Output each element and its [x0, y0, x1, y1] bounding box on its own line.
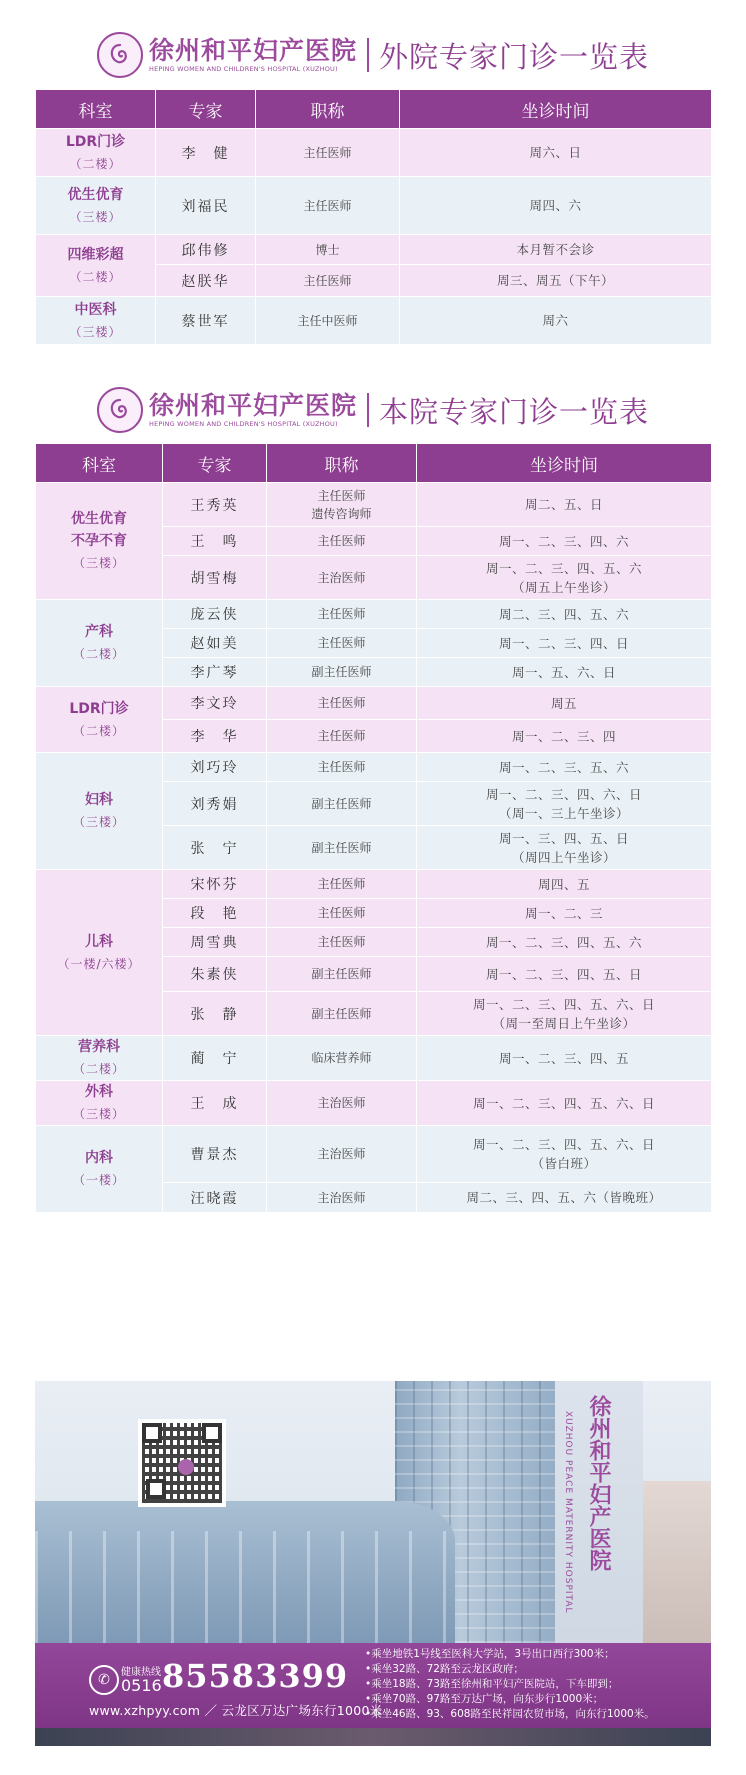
doctor-name: 周雪典: [163, 928, 267, 957]
doctor-title: 主任中医师: [256, 297, 400, 345]
page-title-external: 外院专家门诊一览表: [379, 39, 650, 74]
doctor-title-cell: [267, 556, 417, 600]
schedule-time: 周一、二、三、四、日: [498, 635, 629, 651]
doctor-title-cell: [267, 782, 417, 826]
schedule-time: 周六、日: [400, 129, 712, 177]
department-floor: （二楼）: [72, 647, 125, 661]
table-header-row: [36, 90, 712, 129]
transit-line: • 乘坐46路、93、608路至民祥园农贸市场，向东行1000米。: [365, 1707, 707, 1722]
table-row: [36, 870, 712, 899]
doctor-title: 主任医师: [317, 534, 366, 548]
schedule-time: （周一至周日上午坐诊）: [492, 1015, 636, 1031]
header-divider: [367, 393, 369, 427]
table-header-row: [36, 444, 712, 483]
schedule-time: 周二、三、四、五、六: [498, 606, 629, 622]
schedule-time-cell: [417, 1081, 712, 1126]
hospital-name-en: HEPING WOMEN AND CHILDREN'S HOSPITAL (XUZHOU): [148, 419, 338, 428]
department-floor: （三楼）: [69, 324, 122, 339]
header-internal: [0, 380, 746, 440]
schedule-time-cell: [417, 899, 712, 928]
doctor-title-cell: [267, 1126, 417, 1183]
doctor-name: 王 鸣: [163, 527, 267, 556]
department-name: 营养科: [78, 1039, 120, 1055]
department-floor: （二楼）: [72, 723, 125, 738]
department-floor: （一楼）: [72, 1173, 125, 1187]
department-floor: （三楼）: [72, 556, 125, 570]
doctor-title-cell: [267, 928, 417, 957]
schedule-time: 周五: [550, 695, 577, 711]
schedule-time: 周一、二、三、四、五、六、日: [472, 1095, 655, 1111]
schedule-time: 周四、五: [537, 876, 590, 892]
column-header: 坐诊时间: [417, 444, 712, 483]
schedule-time: 周三、周五（下午）: [400, 265, 712, 297]
department-floor: （三楼）: [69, 209, 122, 224]
doctor-name: 张 静: [163, 992, 267, 1036]
building-sign-text: 徐州和平妇产医院: [586, 1395, 611, 1571]
schedule-time: 周一、二、三、四、五、六、日: [472, 1137, 655, 1152]
hospital-name: 徐州和平妇产医院: [148, 390, 357, 420]
department-name: 四维彩超: [67, 246, 124, 263]
schedule-time: 周一、二、三、四、五、日: [485, 966, 642, 982]
department-floor: （一楼/六楼）: [57, 956, 141, 971]
doctor-title-cell: [267, 720, 417, 753]
doctor-title: 临床营养师: [311, 1051, 372, 1065]
doctor-name: 刘秀娟: [163, 782, 267, 826]
doctor-title-cell: [267, 687, 417, 720]
doctor-name: 蔺 宁: [163, 1036, 267, 1081]
phone-icon: ✆: [89, 1665, 119, 1695]
table-row: [36, 687, 712, 720]
doctor-title-cell: [267, 957, 417, 992]
schedule-time-cell: [417, 782, 712, 826]
department-name: LDR门诊: [69, 700, 129, 717]
doctor-name: 刘福民: [156, 177, 256, 235]
schedule-time: 周一、二、三、四、五、六: [485, 560, 642, 576]
doctor-title: 副主任医师: [311, 967, 372, 981]
doctor-name: 王秀英: [163, 483, 267, 527]
internal-experts-table: [35, 443, 712, 1213]
doctor-title-cell: [267, 992, 417, 1036]
transit-directions: [365, 1647, 707, 1722]
department-floor: （三楼）: [72, 815, 125, 829]
doctor-name: 李广琴: [163, 658, 267, 687]
department-name: 内科: [85, 1150, 113, 1166]
doctor-title: 主任医师: [317, 729, 366, 743]
doctor-title: 主任医师: [317, 607, 366, 621]
neighbor-building: [643, 1481, 711, 1643]
area-code: 0516: [121, 1676, 162, 1695]
doctor-title-cell: [267, 483, 417, 527]
doctor-name: 蔡世军: [156, 297, 256, 345]
doctor-title-cell: [267, 600, 417, 629]
doctor-title: 主治医师: [317, 1190, 366, 1205]
doctor-name: 李 健: [156, 129, 256, 177]
doctor-title: 遗传咨询师: [311, 506, 372, 521]
schedule-time-cell: [417, 629, 712, 658]
schedule-time: 周一、二、三、四、六: [498, 533, 629, 549]
doctor-name: 汪晓霞: [163, 1183, 267, 1213]
curved-building-windows: [35, 1531, 455, 1643]
department-cell: [36, 1126, 163, 1213]
department-cell: [36, 687, 163, 753]
department-cell: [36, 177, 156, 235]
table-row: [36, 1081, 712, 1126]
qr-code-icon[interactable]: [138, 1419, 226, 1507]
department-cell: [36, 870, 163, 1036]
schedule-time: 周二、三、四、五、六（皆晚班）: [466, 1190, 662, 1205]
phone-number[interactable]: 85583399: [162, 1657, 349, 1695]
doctor-title-cell: [267, 1036, 417, 1081]
schedule-time: 周一、二、三、四、五、六: [485, 934, 642, 950]
schedule-time: 周一、二、三、四、六、日: [485, 786, 642, 802]
schedule-time: 本月暂不会诊: [400, 235, 712, 265]
table-row: [36, 235, 712, 265]
doctor-title: 主任医师: [317, 696, 366, 710]
schedule-time: （周四上午坐诊）: [511, 849, 616, 865]
doctor-title-cell: [267, 1183, 417, 1213]
schedule-time: 周一、二、三: [524, 905, 603, 921]
department-name: 中医科: [74, 301, 117, 318]
doctor-title-cell: [267, 753, 417, 782]
external-experts-table: [35, 89, 712, 345]
doctor-name: 庞云侠: [163, 600, 267, 629]
hospital-logo-icon: [97, 32, 143, 78]
doctor-name: 王 成: [163, 1081, 267, 1126]
department-cell: [36, 600, 163, 687]
doctor-title: 主治医师: [317, 570, 366, 585]
bottom-photo-strip: [35, 1728, 711, 1746]
doctor-name: 段 艳: [163, 899, 267, 928]
department-name: 儿科: [85, 933, 113, 950]
transit-line: • 乘坐地铁1号线至医科大学站，3号出口西行300米；: [365, 1647, 707, 1662]
doctor-name: 赵朕华: [156, 265, 256, 297]
schedule-time-cell: [417, 1183, 712, 1213]
doctor-title: 主任医师: [256, 129, 400, 177]
department-floor: （三楼）: [72, 1107, 125, 1121]
building-sign: [573, 1395, 623, 1571]
page-title-internal: 本院专家门诊一览表: [379, 394, 650, 429]
department-cell: [36, 1036, 163, 1081]
doctor-name: 邱伟修: [156, 235, 256, 265]
doctor-name: 刘巧玲: [163, 753, 267, 782]
schedule-time-cell: [417, 1036, 712, 1081]
doctor-title: 副主任医师: [311, 665, 372, 679]
schedule-time-cell: [417, 753, 712, 782]
doctor-name: 赵如美: [163, 629, 267, 658]
department-cell: [36, 129, 156, 177]
doctor-name: 李文玲: [163, 687, 267, 720]
building-sign-en: XUZHOU PEACE MATERNITY HOSPITAL: [563, 1411, 573, 1614]
doctor-name: 朱素侠: [163, 957, 267, 992]
schedule-time: 周二、五、日: [524, 497, 603, 512]
doctor-title: 主任医师: [317, 488, 366, 503]
schedule-time-cell: [417, 1126, 712, 1183]
hospital-logo-icon: [97, 387, 143, 433]
website-address[interactable]: www.xzhpyy.com ／ 云龙区万达广场东行1000米: [89, 1703, 383, 1718]
doctor-title: 博士: [256, 235, 400, 265]
doctor-title: 主任医师: [317, 935, 366, 949]
schedule-time: 周一、五、六、日: [511, 664, 616, 680]
department-name: 产科: [85, 624, 113, 640]
department-name: 优生优育: [71, 511, 127, 527]
doctor-title: 主任医师: [256, 265, 400, 297]
department-name: LDR门诊: [65, 133, 126, 150]
schedule-time: （周一、三上午坐诊）: [498, 805, 629, 821]
hospital-photo-banner: [35, 1381, 711, 1746]
doctor-title: 主治医师: [317, 1096, 366, 1110]
schedule-time-cell: [417, 870, 712, 899]
schedule-time-cell: [417, 658, 712, 687]
column-header: 科室: [36, 90, 156, 129]
table-row: [36, 753, 712, 782]
schedule-time-cell: [417, 928, 712, 957]
schedule-time-cell: [417, 527, 712, 556]
department-name: 妇科: [85, 792, 113, 808]
hospital-name-en: HEPING WOMEN AND CHILDREN'S HOSPITAL (XUZHOU): [148, 64, 338, 73]
department-cell: [36, 1081, 163, 1126]
doctor-title-cell: [267, 899, 417, 928]
doctor-title: 主治医师: [317, 1147, 366, 1161]
doctor-title-cell: [267, 1081, 417, 1126]
doctor-title: 副主任医师: [311, 1006, 372, 1021]
table-row: [36, 297, 712, 345]
schedule-time-cell: [417, 957, 712, 992]
table-row: [36, 177, 712, 235]
column-header: 职称: [267, 444, 417, 483]
column-header: 坐诊时间: [400, 90, 712, 129]
doctor-title-cell: [267, 826, 417, 870]
schedule-time-cell: [417, 687, 712, 720]
transit-line: • 乘坐18路、73路至徐州和平妇产医院站，下车即到；: [365, 1677, 707, 1692]
department-name: 优生优育: [67, 186, 124, 203]
schedule-time: （皆白班）: [531, 1156, 597, 1171]
schedule-time-cell: [417, 826, 712, 870]
transit-line: • 乘坐70路、97路至万达广场，向东步行1000米；: [365, 1692, 707, 1707]
doctor-title: 主任医师: [317, 760, 366, 774]
doctor-title: 主任医师: [317, 877, 366, 891]
schedule-time: 周六: [400, 297, 712, 345]
doctor-title: 副主任医师: [311, 840, 372, 855]
department-cell: [36, 297, 156, 345]
department-cell: [36, 483, 163, 600]
column-header: 职称: [256, 90, 400, 129]
doctor-title: 主任医师: [256, 177, 400, 235]
schedule-time: （周五上午坐诊）: [511, 579, 616, 595]
doctor-name: 宋怀芬: [163, 870, 267, 899]
doctor-name: 张 宁: [163, 826, 267, 870]
doctor-name: 胡雪梅: [163, 556, 267, 600]
doctor-title-cell: [267, 527, 417, 556]
schedule-time: 周一、二、三、四、五、六、日: [472, 996, 655, 1012]
department-cell: [36, 235, 156, 297]
doctor-title-cell: [267, 629, 417, 658]
table-row: [36, 1036, 712, 1081]
doctor-title: 主任医师: [317, 906, 366, 920]
schedule-time: 周一、三、四、五、日: [498, 830, 629, 846]
doctor-title-cell: [267, 870, 417, 899]
schedule-time-cell: [417, 720, 712, 753]
table-row: [36, 483, 712, 527]
table-row: [36, 1126, 712, 1183]
transit-line: • 乘坐32路、72路至云龙区政府；: [365, 1662, 707, 1677]
contact-bar: [35, 1643, 711, 1728]
hotline-label: 健康热线: [121, 1667, 161, 1678]
schedule-time-cell: [417, 556, 712, 600]
doctor-title-cell: [267, 658, 417, 687]
department-floor: （二楼）: [72, 1062, 125, 1076]
doctor-title: 主任医师: [317, 636, 366, 650]
column-header: 专家: [156, 90, 256, 129]
hospital-name: 徐州和平妇产医院: [148, 35, 357, 65]
header-divider: [367, 38, 369, 72]
column-header: 科室: [36, 444, 163, 483]
schedule-time: 周一、二、三、四、五: [498, 1050, 629, 1066]
department-name: 外科: [85, 1084, 113, 1100]
doctor-name: 曹景杰: [163, 1126, 267, 1183]
department-cell: [36, 753, 163, 870]
schedule-time-cell: [417, 483, 712, 527]
department-name: 不孕不育: [71, 533, 127, 549]
doctor-title: 副主任医师: [311, 796, 372, 811]
table-row: [36, 600, 712, 629]
schedule-time: 周一、二、三、五、六: [498, 759, 629, 775]
table-row: [36, 129, 712, 177]
department-floor: （二楼）: [69, 156, 122, 171]
schedule-time-cell: [417, 992, 712, 1036]
schedule-time: 周四、六: [400, 177, 712, 235]
schedule-time: 周一、二、三、四: [511, 728, 616, 744]
column-header: 专家: [163, 444, 267, 483]
header-external: [0, 25, 746, 85]
department-floor: （二楼）: [69, 269, 122, 284]
doctor-name: 李 华: [163, 720, 267, 753]
schedule-time-cell: [417, 600, 712, 629]
